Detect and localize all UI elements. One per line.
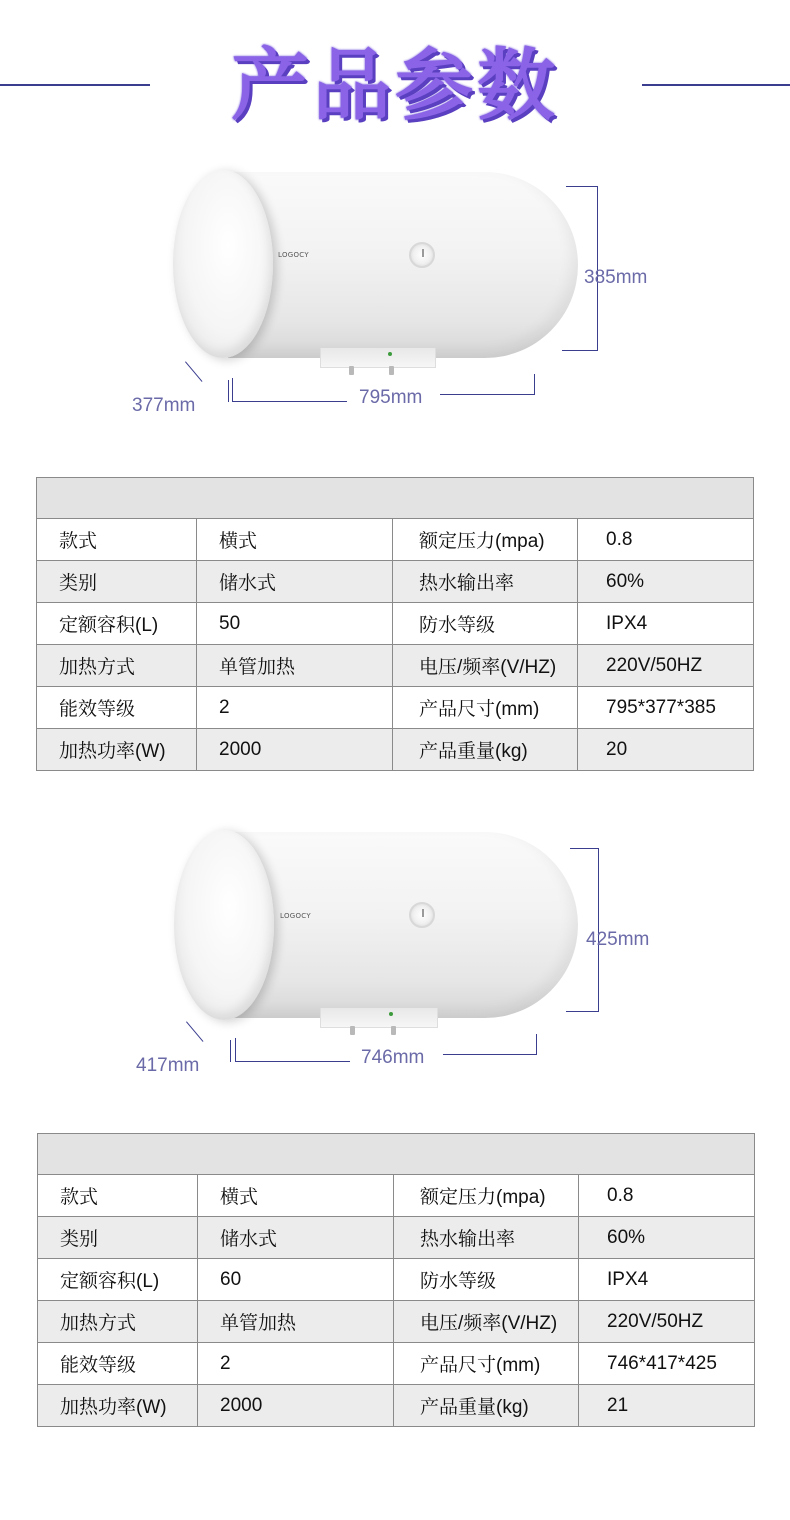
height-dimension-label: 425mm — [586, 929, 650, 950]
product-2-figure — [0, 812, 790, 1082]
height-dimension-tick-bottom — [562, 350, 598, 351]
length-dimension-label: 795mm — [359, 387, 423, 408]
spec-row — [37, 645, 754, 687]
spec-row — [38, 1385, 755, 1427]
length-dimension-label: 746mm — [361, 1047, 425, 1068]
spec-value: 2000 — [197, 729, 393, 771]
spec-label: 产品重量(kg) — [393, 729, 578, 771]
water-heater-tank-body — [230, 832, 578, 1018]
spec-label: 产品重量(kg) — [394, 1385, 579, 1427]
spec-value: 0.8 — [579, 1175, 755, 1217]
spec-label: 类别 — [38, 1217, 198, 1259]
spec-value: 795*377*385 — [578, 687, 754, 729]
spec-value: IPX4 — [579, 1259, 755, 1301]
spec-value: 220V/50HZ — [579, 1301, 755, 1343]
height-dimension-tick-top — [570, 848, 599, 849]
thermometer-gauge-icon — [409, 902, 435, 928]
header-divider-left — [0, 84, 150, 86]
spec-value: 储水式 — [198, 1217, 394, 1259]
spec-value: IPX4 — [578, 603, 754, 645]
spec-table-2 — [37, 1133, 755, 1427]
height-dimension-tick-top — [566, 186, 598, 187]
spec-value: 单管加热 — [198, 1301, 394, 1343]
length-dimension-line-left — [232, 401, 347, 402]
spec-table-header — [37, 478, 754, 519]
water-heater-tank-body — [228, 172, 578, 358]
length-dimension-line-right — [443, 1054, 536, 1055]
spec-value: 横式 — [197, 519, 393, 561]
spec-label: 定额容积(L) — [38, 1259, 198, 1301]
spec-label: 加热方式 — [37, 645, 197, 687]
spec-table-1 — [36, 477, 754, 771]
spec-label: 能效等级 — [38, 1343, 198, 1385]
length-dimension-line-right — [440, 394, 535, 395]
depth-dimension-tick — [230, 1040, 231, 1062]
length-dimension-tick-left — [232, 378, 233, 402]
header-divider-right — [642, 84, 790, 86]
spec-label: 防水等级 — [393, 603, 578, 645]
spec-label: 类别 — [37, 561, 197, 603]
spec-table-header — [38, 1134, 755, 1175]
depth-dimension-line — [186, 1021, 203, 1042]
water-heater-end-cap — [174, 830, 274, 1020]
spec-label: 加热功率(W) — [38, 1385, 198, 1427]
spec-value: 横式 — [198, 1175, 394, 1217]
spec-row — [37, 729, 754, 771]
spec-value: 746*417*425 — [579, 1343, 755, 1385]
brand-logo: LOGOCY — [278, 251, 309, 259]
spec-row — [37, 603, 754, 645]
product-1-figure — [0, 150, 790, 420]
spec-row — [38, 1175, 755, 1217]
thermometer-gauge-icon — [409, 242, 435, 268]
spec-value: 2 — [198, 1343, 394, 1385]
length-dimension-tick-right — [536, 1034, 537, 1055]
spec-value: 2000 — [198, 1385, 394, 1427]
inlet-pipe — [349, 366, 354, 375]
spec-value: 60% — [579, 1217, 755, 1259]
spec-value: 单管加热 — [197, 645, 393, 687]
water-heater-end-cap — [173, 170, 273, 358]
mounting-bracket — [320, 1008, 438, 1028]
mounting-bracket — [320, 348, 436, 368]
spec-label: 定额容积(L) — [37, 603, 197, 645]
spec-row — [38, 1301, 755, 1343]
spec-table-header-cell — [38, 1134, 755, 1175]
spec-label: 电压/频率(V/HZ) — [394, 1301, 579, 1343]
inlet-pipe — [350, 1026, 355, 1035]
spec-label: 电压/频率(V/HZ) — [393, 645, 578, 687]
depth-dimension-tick — [228, 380, 229, 402]
length-dimension-tick-left — [235, 1038, 236, 1062]
spec-label: 产品尺寸(mm) — [394, 1343, 579, 1385]
length-dimension-line-left — [235, 1061, 350, 1062]
spec-label: 加热方式 — [38, 1301, 198, 1343]
depth-dimension-label: 417mm — [136, 1055, 200, 1076]
spec-label: 加热功率(W) — [37, 729, 197, 771]
spec-label: 款式 — [37, 519, 197, 561]
spec-label: 热水输出率 — [394, 1217, 579, 1259]
spec-value: 2 — [197, 687, 393, 729]
spec-value: 20 — [578, 729, 754, 771]
spec-label: 产品尺寸(mm) — [393, 687, 578, 729]
outlet-pipe — [391, 1026, 396, 1035]
depth-dimension-label: 377mm — [132, 395, 196, 416]
brand-logo: LOGOCY — [280, 912, 311, 920]
spec-row — [37, 687, 754, 729]
outlet-pipe — [389, 366, 394, 375]
depth-dimension-line — [185, 361, 202, 382]
spec-label: 款式 — [38, 1175, 198, 1217]
spec-row — [37, 561, 754, 603]
height-dimension-label: 385mm — [584, 267, 648, 288]
spec-label: 热水输出率 — [393, 561, 578, 603]
spec-row — [37, 519, 754, 561]
power-indicator-light — [388, 352, 392, 356]
spec-table-header-cell — [37, 478, 754, 519]
spec-label: 额定压力(mpa) — [394, 1175, 579, 1217]
spec-value: 220V/50HZ — [578, 645, 754, 687]
page-title: 产品参数 — [230, 41, 559, 131]
spec-label: 防水等级 — [394, 1259, 579, 1301]
power-indicator-light — [389, 1012, 393, 1016]
spec-value: 储水式 — [197, 561, 393, 603]
spec-value: 60 — [198, 1259, 394, 1301]
spec-label: 额定压力(mpa) — [393, 519, 578, 561]
spec-row — [38, 1259, 755, 1301]
spec-label: 能效等级 — [37, 687, 197, 729]
spec-row — [38, 1343, 755, 1385]
spec-row — [38, 1217, 755, 1259]
spec-value: 0.8 — [578, 519, 754, 561]
spec-value: 21 — [579, 1385, 755, 1427]
spec-value: 60% — [578, 561, 754, 603]
length-dimension-tick-right — [534, 374, 535, 395]
height-dimension-tick-bottom — [566, 1011, 599, 1012]
spec-value: 50 — [197, 603, 393, 645]
